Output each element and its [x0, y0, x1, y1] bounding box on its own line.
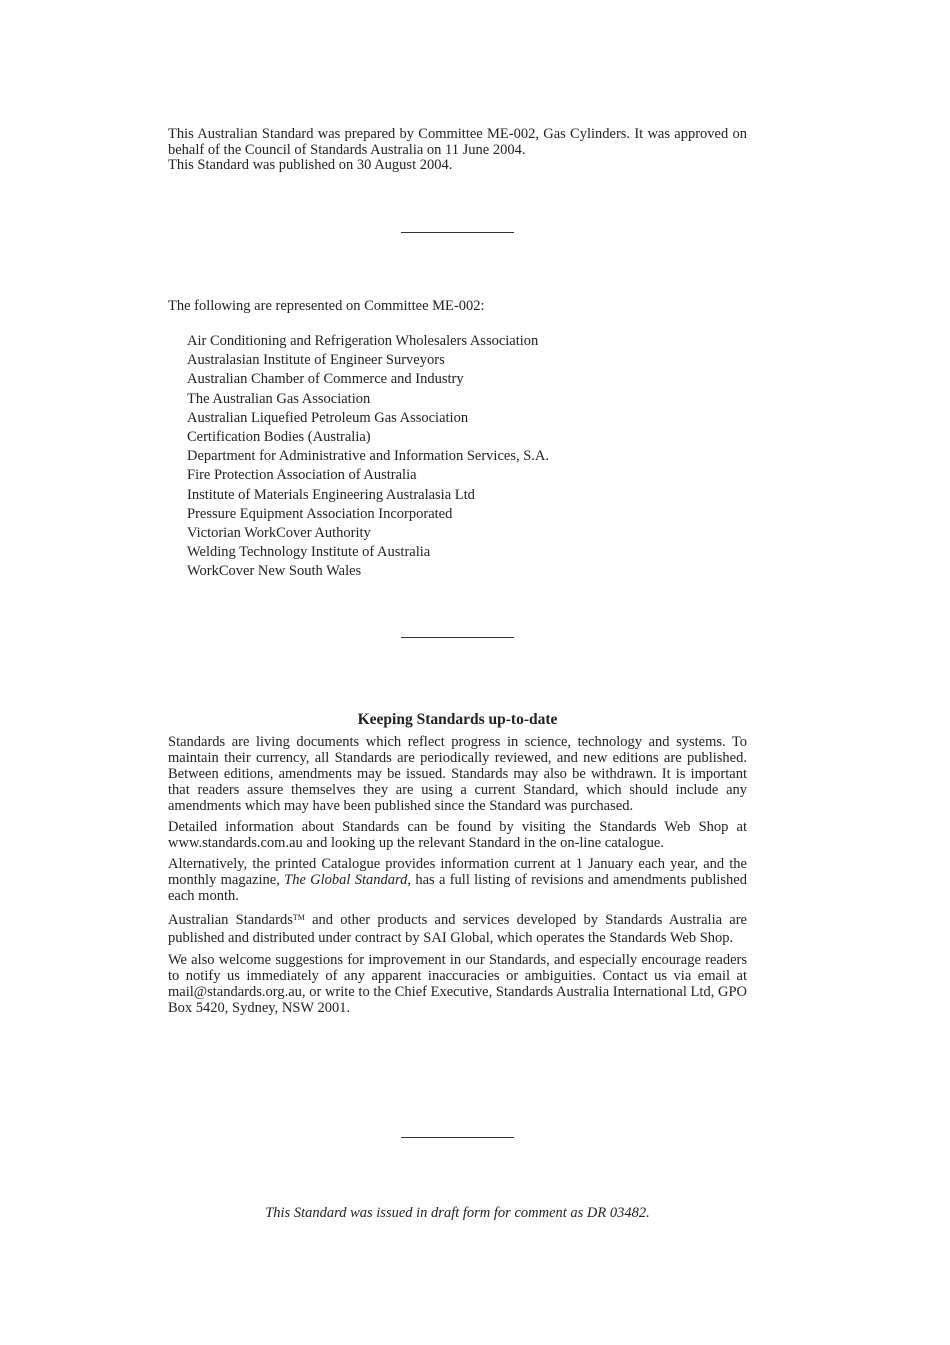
paragraph-living-documents: Standards are living documents which reflect progress in science, technology and systems. To maintain their currency, all Standards are periodically reviewed, and new editions are published. Between editions, amendments may be issued. Standards may also be withdrawn. It is important that readers assure themselves they are using a current Standard, which should include any amendments which may have been published since the Standard was purchased.	[168, 734, 747, 814]
approval-text: This Australian Standard was prepared by Committee ME-002, Gas Cylinders. It was approved on behalf of the Council of Standards Australia on 11 June 2004.	[168, 126, 747, 158]
committee-member: Fire Protection Association of Australia	[187, 467, 417, 484]
sai-text-end: and other products and services developed by Standards Australia are published and distributed under contract by SAI Global, which operates the Standards Web Shop.	[168, 912, 747, 946]
committee-member: Department for Administrative and Information Services, S.A.	[187, 448, 550, 465]
paragraph-sai-global	[168, 909, 747, 947]
committee-member: Australian Chamber of Commerce and Industry	[187, 371, 464, 388]
paragraph-web-shop: Detailed information about Standards can be found by visiting the Standards Web Shop at www.standards.com.au and looking up the relevant Standard in the on-line catalogue.	[168, 819, 747, 851]
committee-member: Certification Bodies (Australia)	[187, 429, 371, 446]
catalogue-text-end: , has a full listing of revisions and amendments published each month.	[168, 872, 747, 904]
committee-member-list	[187, 332, 549, 582]
keeping-up-to-date-body	[168, 734, 747, 1021]
section-heading: Keeping Standards up-to-date	[357, 711, 558, 728]
draft-note: This Standard was issued in draft form for comment as DR 03482.	[265, 1205, 650, 1221]
magazine-title: The Global Standard	[284, 872, 408, 888]
committee-member: Welding Technology Institute of Australia	[187, 544, 431, 561]
catalogue-text-start: Alternatively, the printed Catalogue provides information current at 1 January each year, and the monthly magazine,	[168, 856, 747, 888]
committee-member: Pressure Equipment Association Incorporated	[187, 505, 453, 522]
committee-intro: The following are represented on Committee ME-002:	[168, 298, 485, 314]
trademark-symbol: TM	[292, 913, 305, 922]
divider-rule	[401, 1137, 514, 1138]
committee-member: Institute of Materials Engineering Australasia Ltd	[187, 486, 475, 503]
divider-rule	[401, 637, 514, 638]
divider-rule	[401, 232, 514, 233]
paragraph-suggestions: We also welcome suggestions for improvement in our Standards, and especially encourage readers to notify us immediately of any apparent inaccuracies or ambiguities. Contact us via email at mail@standards.org.au, or write to the Chief Executive, Standards Australia International Ltd, GPO Box 5420, Sydney, NSW 2001.	[168, 952, 747, 1016]
committee-member: The Australian Gas Association	[187, 390, 371, 407]
committee-member: Australian Liquefied Petroleum Gas Association	[187, 409, 469, 426]
committee-member: WorkCover New South Wales	[187, 563, 362, 580]
approval-statement	[168, 127, 747, 174]
paragraph-catalogue	[168, 856, 747, 904]
publication-date-text: This Standard was published on 30 August 2004.	[168, 157, 453, 173]
committee-member: Victorian WorkCover Authority	[187, 525, 371, 542]
committee-member: Australasian Institute of Engineer Surveyors	[187, 352, 445, 369]
committee-member: Air Conditioning and Refrigeration Wholesalers Association	[187, 333, 539, 349]
sai-text-start: Australian Standards	[168, 912, 293, 928]
